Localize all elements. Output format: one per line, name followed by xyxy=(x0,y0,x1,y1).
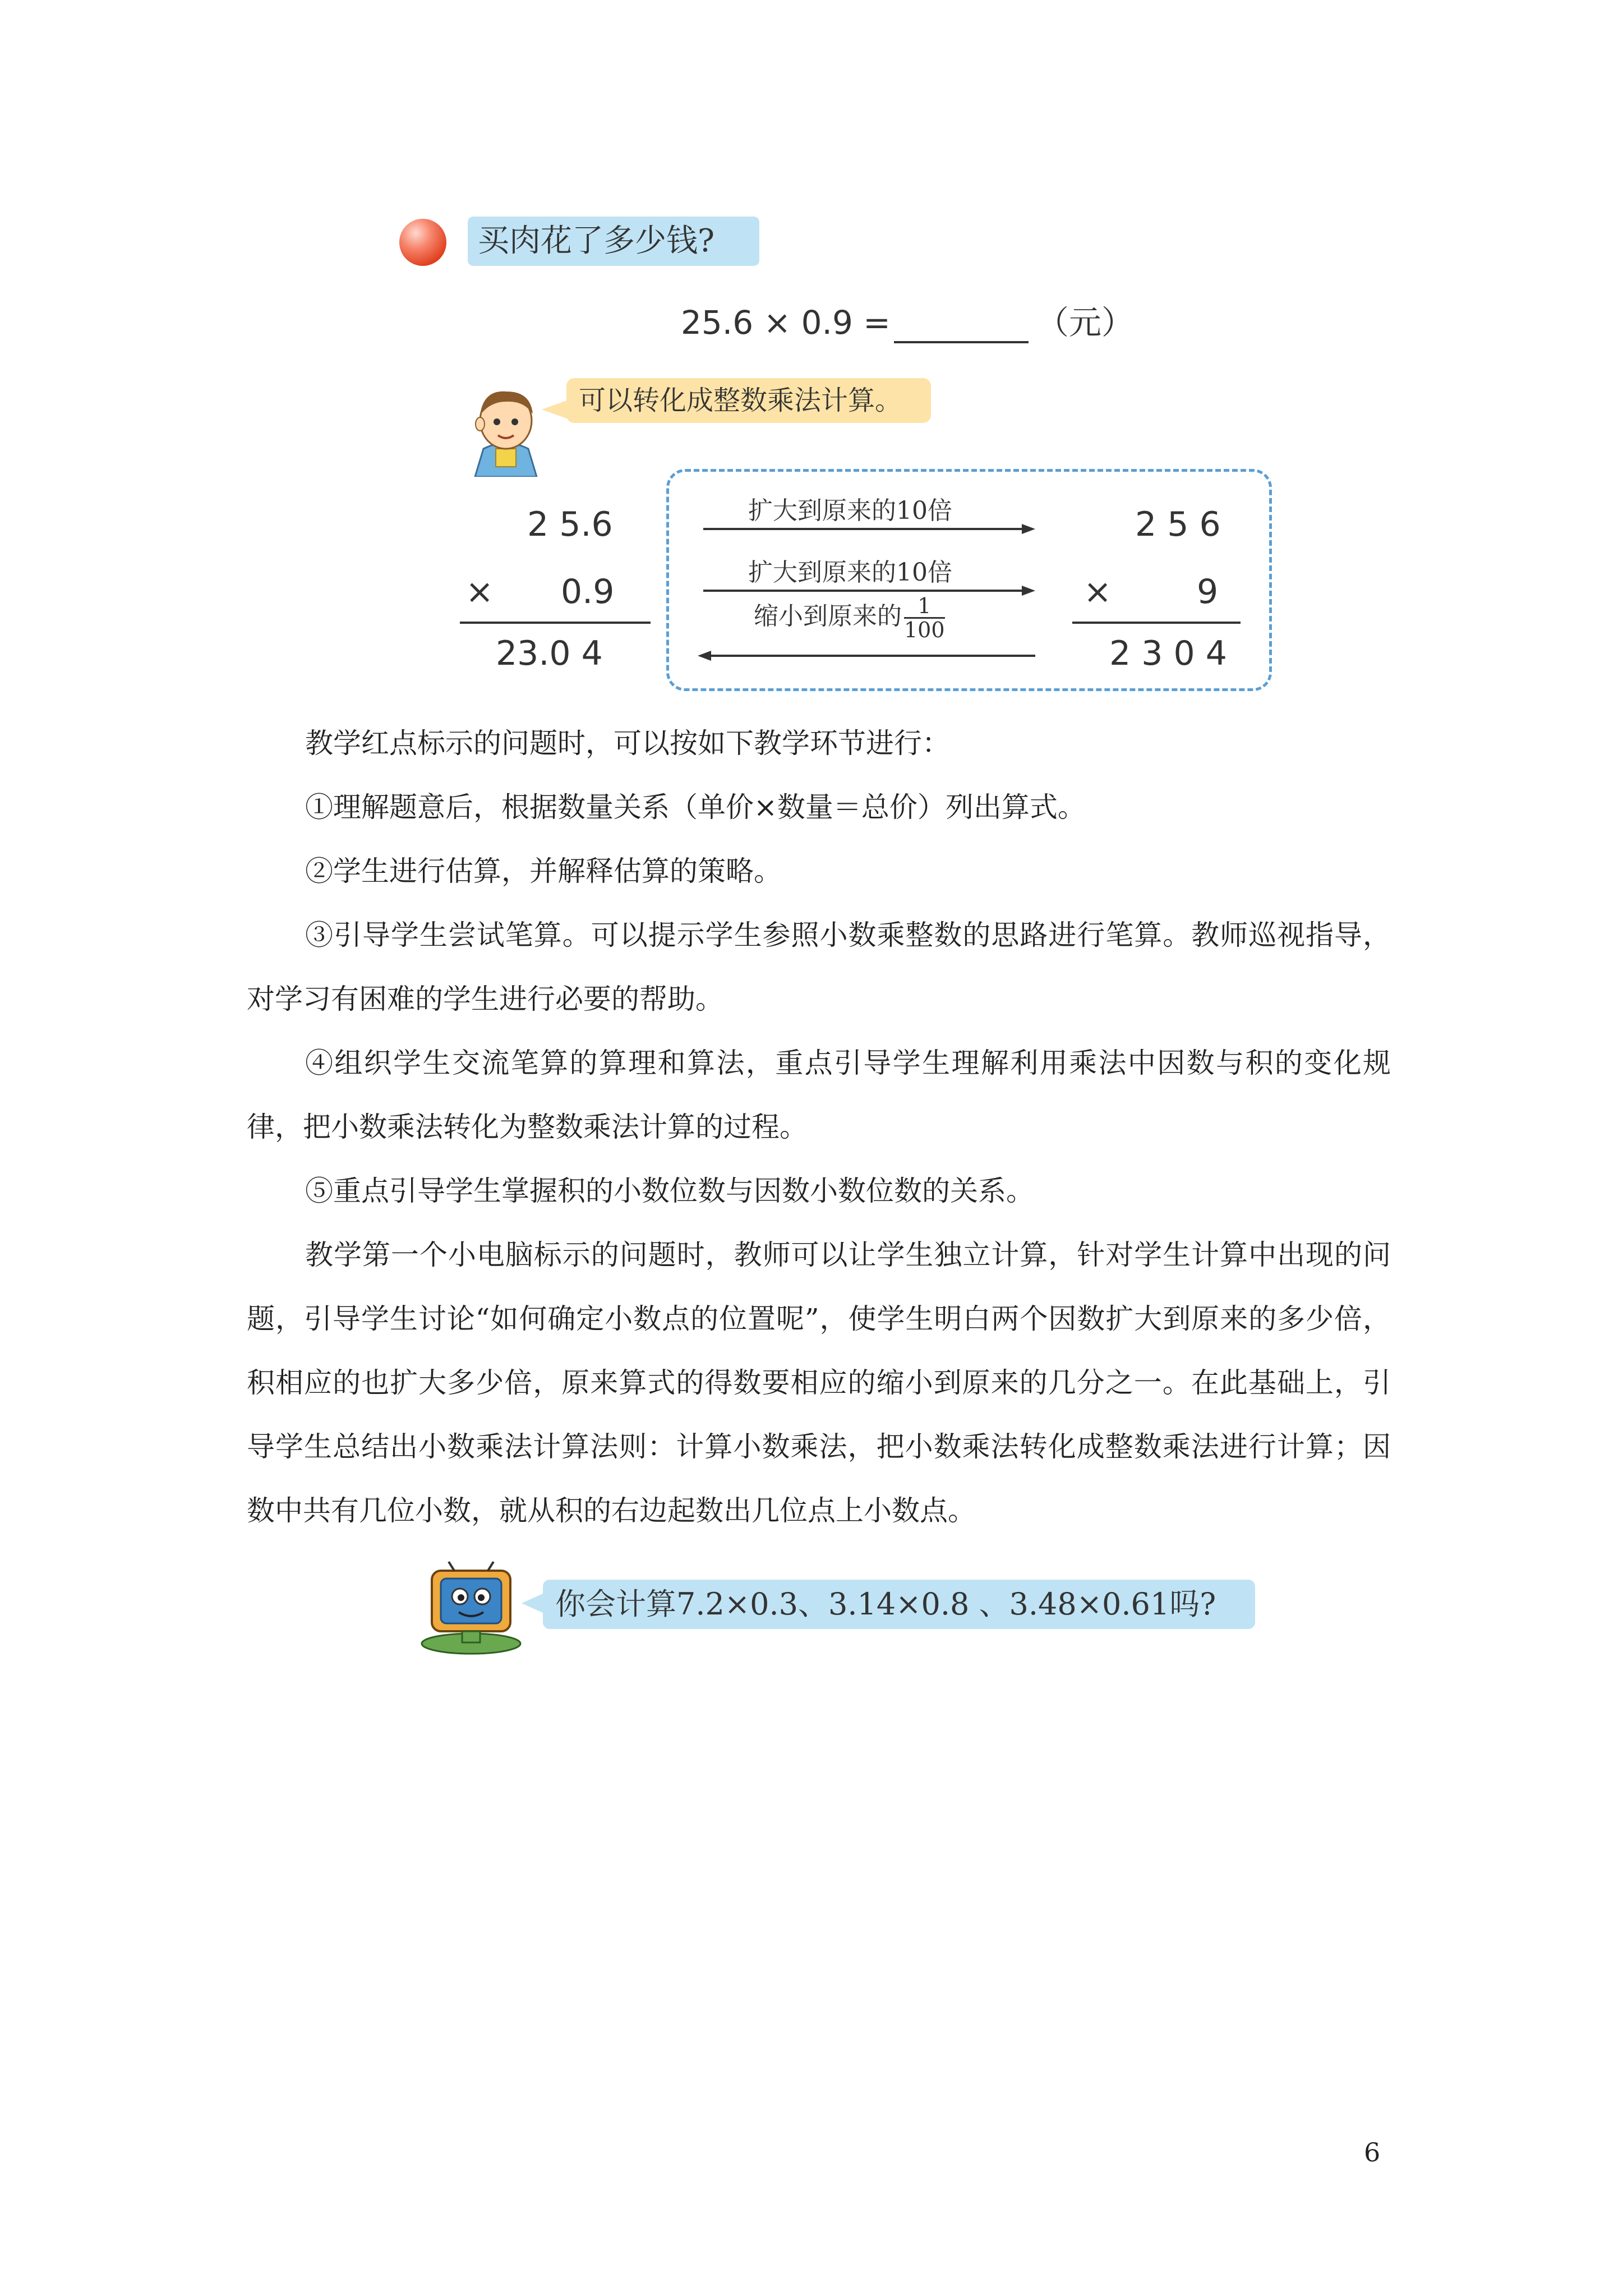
computer-character-icon xyxy=(415,1559,527,1655)
paragraph-step-1: ①理解题意后，根据数量关系（单价×数量＝总价）列出算式。 xyxy=(305,791,1086,823)
arrow-label-3-text: 缩小到原来的 xyxy=(754,602,902,631)
boy-avatar-icon xyxy=(461,381,551,477)
right-calc-operator: × xyxy=(1083,572,1112,611)
fraction-numerator: 1 xyxy=(904,595,945,619)
paragraph-step-2: ②学生进行估算，并解释估算的策略。 xyxy=(305,855,782,887)
paragraph-intro: 教学红点标示的问题时，可以按如下教学环节进行： xyxy=(305,727,950,760)
computer-bubble-tail xyxy=(522,1593,544,1613)
fraction-denominator: 100 xyxy=(904,618,945,642)
equation-unit: （元） xyxy=(1036,303,1134,342)
hint-speech-bubble: 可以转化成整数乘法计算。 xyxy=(566,378,931,423)
right-calc-result: 2 3 0 4 xyxy=(1109,634,1227,673)
red-dot-icon xyxy=(399,219,446,266)
paragraph-step-3: ③引导学生尝试笔算。可以提示学生参照小数乘整数的思路进行笔算。教师巡视指导，对学习有困难的学生进行必要的帮助。 xyxy=(247,919,1391,1015)
computer-question-bubble: 你会计算7.2×0.3、3.14×0.8 、3.48×0.61吗? xyxy=(543,1580,1255,1629)
left-calc-middle: 0.9 xyxy=(561,572,615,611)
paragraph-computer-guide: 教学第一个小电脑标示的问题时，教师可以让学生独立计算，针对学生计算中出现的问题，引导学生讨论“如何确定小数点的位置呢”，使学生明白两个因数扩大到原来的多少倍，积相应的也扩大多少倍，原来算式的得数要相应的缩小到原来的几分之一。在此基础上，引导学生总结出小数乘法计算法则：计算小数乘法，把小数乘法转化成整数乘法进行计算；因数中共有几位小数，就从积的右边起数出几位点上小数点。 xyxy=(247,1239,1391,1527)
equation xyxy=(681,296,1134,343)
right-calc-top: 2 5 6 xyxy=(1135,505,1221,544)
left-calc-result: 23.0 4 xyxy=(496,634,603,673)
paragraph-step-4: ④组织学生交流笔算的算理和算法，重点引导学生理解利用乘法中因数与积的变化规律，把小数乘法转化为整数乘法计算的过程。 xyxy=(247,1047,1391,1143)
right-arrow-icon xyxy=(701,521,1038,537)
left-arrow-icon xyxy=(695,647,1038,664)
paragraph-step-5: ⑤重点引导学生掌握积的小数位数与因数小数位数的关系。 xyxy=(305,1175,1034,1207)
equation-expression: 25.6 × 0.9 = xyxy=(681,303,891,342)
right-calc-rule xyxy=(1072,622,1241,624)
left-calc-top: 2 5.6 xyxy=(527,505,613,544)
speech-bubble-tail xyxy=(542,399,570,420)
page-number: 6 xyxy=(1364,2137,1381,2168)
fraction xyxy=(904,595,945,641)
answer-blank xyxy=(894,313,1029,343)
arrow-label-3 xyxy=(754,595,945,641)
left-calc-rule xyxy=(460,622,651,624)
arrow-label-2: 扩大到原来的10倍 xyxy=(748,558,952,587)
arrow-label-1: 扩大到原来的10倍 xyxy=(748,496,952,525)
right-calc-middle: 9 xyxy=(1197,572,1219,611)
question-banner: 买肉花了多少钱? xyxy=(468,217,759,266)
left-calc-operator: × xyxy=(465,572,494,611)
